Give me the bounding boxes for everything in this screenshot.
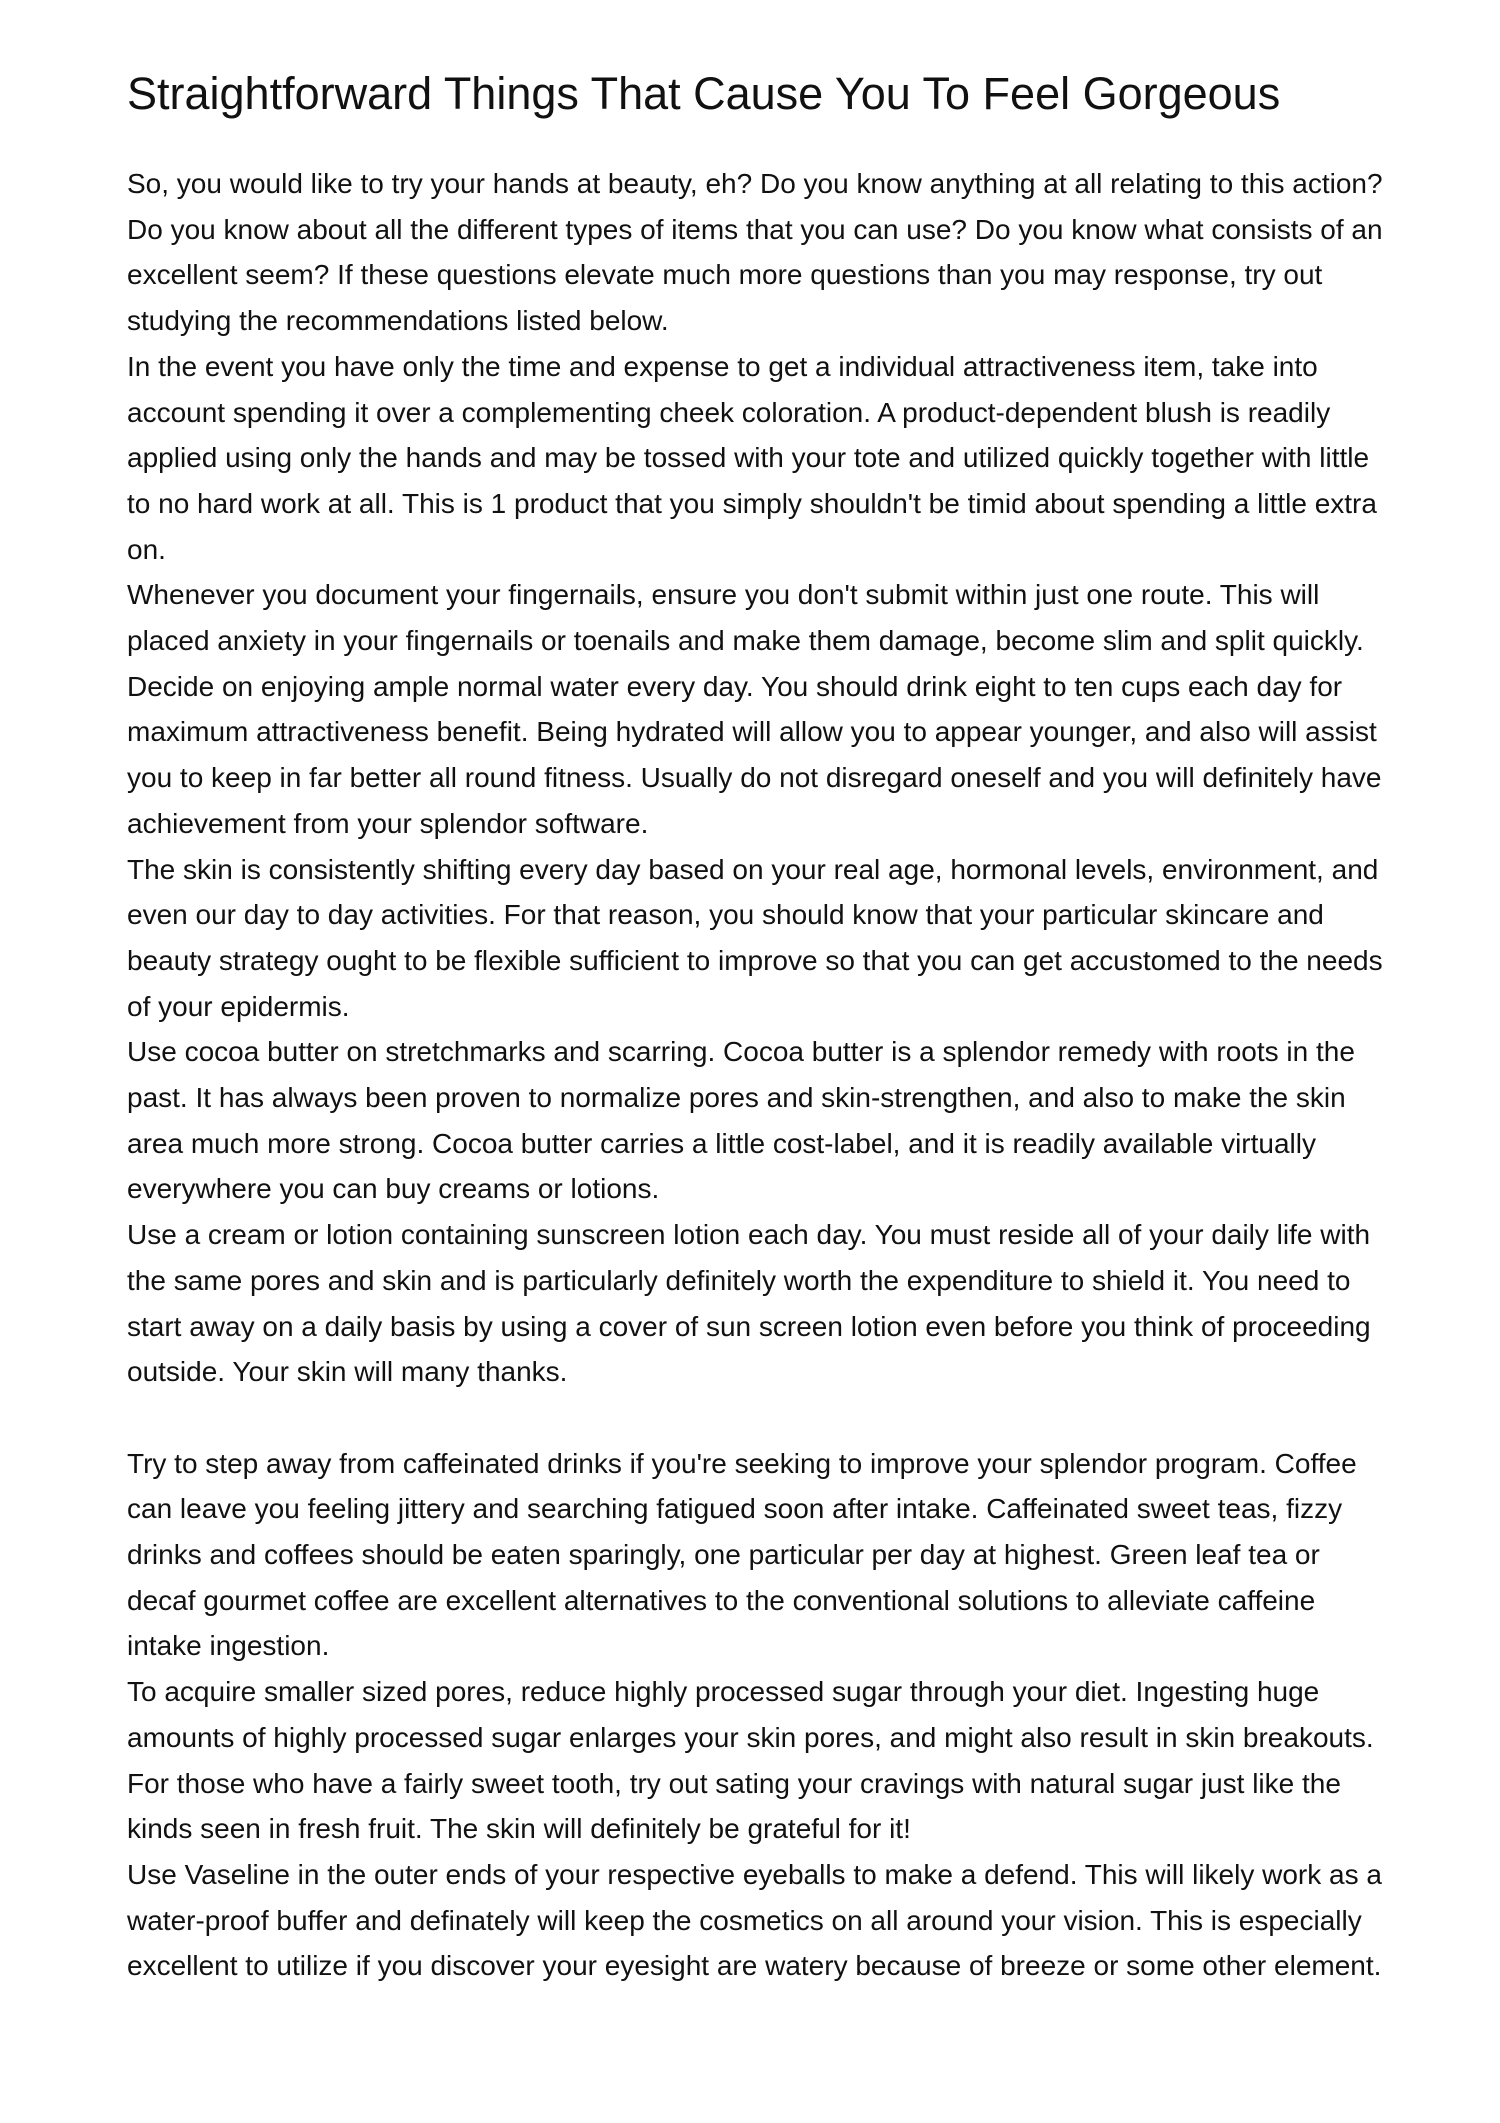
paragraph-4: Decide on enjoying ample normal water every day. You should drink eight to ten cups each day for maximum attractiveness benefit. Being hydrated will allow you to appear younger, and also will assist you to keep in far better all round fitness. Usually do not disregard oneself and you will definitely have achievement from your splendor software.: [127, 670, 1382, 839]
page-title: Straightforward Things That Cause You To Feel Gorgeous: [127, 68, 1281, 119]
paragraph-3: Whenever you document your fingernails, ensure you don't submit within just one route. This will placed anxiety in your fingernails or toenails and make them damage, become slim and split quickly.: [127, 579, 1364, 657]
paragraph-6: Use cocoa butter on stretchmarks and scarring. Cocoa butter is a splendor remedy with roots in the past. It has always been proven to normalize pores and skin-strengthen, and also to make the skin area much more strong. Cocoa butter carries a little cost-label, and it is readily available virtually everywhere you can buy creams or lotions.: [127, 1036, 1355, 1205]
paragraph-5: The skin is consistently shifting every day based on your real age, hormonal levels, environment, and even our day to day activities. For that reason, you should know that your particular skincare and beauty strategy ought to be flexible sufficient to improve so that you can get accustomed to the needs of your epidermis.: [127, 853, 1383, 1022]
document-page: [127, 60, 1387, 1989]
paragraph-10: Use Vaseline in the outer ends of your respective eyeballs to make a defend. This will likely work as a water-proof buffer and definately will keep the cosmetics on all around your vision. This is especially excellent to utilize if you discover your eyesight are watery because of breeze or some other element.: [127, 1859, 1382, 1982]
paragraph-7: Use a cream or lotion containing sunscreen lotion each day. You must reside all of your daily life with the same pores and skin and is particularly definitely worth the expenditure to shield it. You need to start away on a daily basis by using a cover of sun screen lotion even before you think of proceeding outside. Your skin will many thanks.: [127, 1219, 1371, 1388]
paragraph-9: To acquire smaller sized pores, reduce highly processed sugar through your diet. Ingesting huge amounts of highly processed sugar enlarges your skin pores, and might also result in skin breakouts. For those who have a fairly sweet tooth, try out sating your cravings with natural sugar just like the kinds seen in fresh fruit. The skin will definitely be grateful for it!: [127, 1676, 1374, 1845]
paragraph-8: Try to step away from caffeinated drinks if you're seeking to improve your splendor program. Coffee can leave you feeling jittery and searching fatigued soon after intake. Caffeinated sweet teas, fizzy drinks and coffees should be eaten sparingly, one particular per day at highest. Green leaf tea or decaf gourmet coffee are excellent alternatives to the conventional solutions to alleviate caffeine intake ingestion.: [127, 1447, 1357, 1662]
paragraph-spacer: [127, 1395, 1387, 1441]
paragraph-2: In the event you have only the time and expense to get a individual attractiveness item, take into account spending it over a complementing cheek coloration. A product-dependent blush is readily applied using only the hands and may be tossed with your tote and utilized quickly together with little to no hard work at all. This is 1 product that you simply shouldn't be timid about spending a little extra on.: [127, 350, 1377, 565]
paragraph-1: So, you would like to try your hands at beauty, eh? Do you know anything at all relating to this action? Do you know about all the different types of items that you can use? Do you know what consists of an excellent seem? If these questions elevate much more questions than you may response, try out studying the recommendations listed below.: [127, 168, 1383, 337]
